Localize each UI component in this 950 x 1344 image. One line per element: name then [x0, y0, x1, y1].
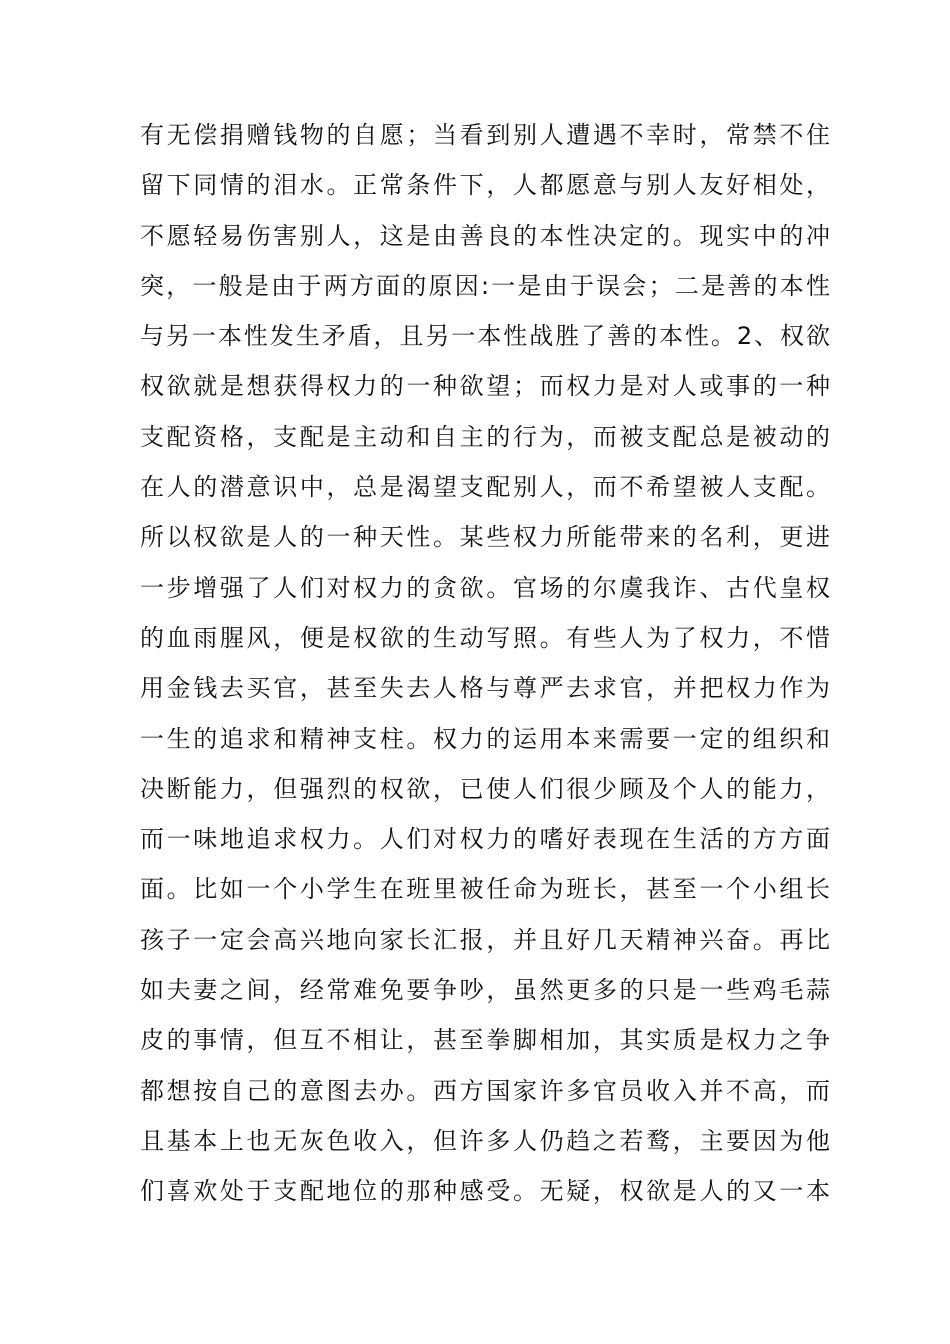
- text-line: 而一味地追求权力。人们对权力的嗜好表现在生活的方方面: [140, 825, 830, 854]
- text-line: 留下同情的泪水。正常条件下，人都愿意与别人友好相处，: [140, 171, 830, 200]
- text-line: 突，一般是由于两方面的原因:一是由于误会；二是善的本性: [140, 271, 830, 300]
- text-line: 不愿轻易伤害别人，这是由善良的本性决定的。现实中的冲: [140, 221, 830, 250]
- text-line: 面。比如一个小学生在班里被任命为班长，甚至一个小组长: [140, 875, 830, 904]
- text-line: 的血雨腥风，便是权欲的生动写照。有些人为了权力，不惜: [140, 623, 830, 652]
- text-line: 有无偿捐赠钱物的自愿；当看到别人遭遇不幸时，常禁不住: [140, 121, 830, 149]
- text-line: 所以权欲是人的一种天性。某些权力所能带来的名利，更进: [140, 523, 830, 552]
- text-line: 权欲就是想获得权力的一种欲望；而权力是对人或事的一种: [140, 372, 830, 401]
- text-line: 孩子一定会高兴地向家长汇报，并且好几天精神兴奋。再比: [140, 925, 830, 954]
- text-line: 在人的潜意识中，总是渴望支配别人，而不希望被人支配。: [140, 473, 830, 502]
- text-line: 决断能力，但强烈的权欲，已使人们很少顾及个人的能力，: [140, 774, 830, 803]
- text-line: 都想按自己的意图去办。西方国家许多官员收入并不高，而: [140, 1076, 830, 1105]
- text-line: 一生的追求和精神支柱。权力的运用本来需要一定的组织和: [140, 724, 830, 753]
- text-line: 如夫妻之间，经常难免要争吵，虽然更多的只是一些鸡毛蒜: [140, 976, 830, 1005]
- body-text: [140, 110, 830, 1217]
- text-line: 皮的事情，但互不相让，甚至拳脚相加，其实质是权力之争: [140, 1026, 830, 1055]
- text-line: 一步增强了人们对权力的贪欲。官场的尔虞我诈、古代皇权: [140, 573, 830, 602]
- text-line: 用金钱去买官，甚至失去人格与尊严去求官，并把权力作为: [140, 674, 830, 703]
- text-line: 们喜欢处于支配地位的那种感受。无疑，权欲是人的又一本: [140, 1177, 830, 1206]
- text-line: 与另一本性发生矛盾，且另一本性战胜了善的本性。2、权欲: [140, 322, 830, 351]
- text-line: 且基本上也无灰色收入，但许多人仍趋之若鹜，主要因为他: [140, 1126, 830, 1155]
- text-line: 支配资格，支配是主动和自主的行为，而被支配总是被动的: [140, 422, 830, 451]
